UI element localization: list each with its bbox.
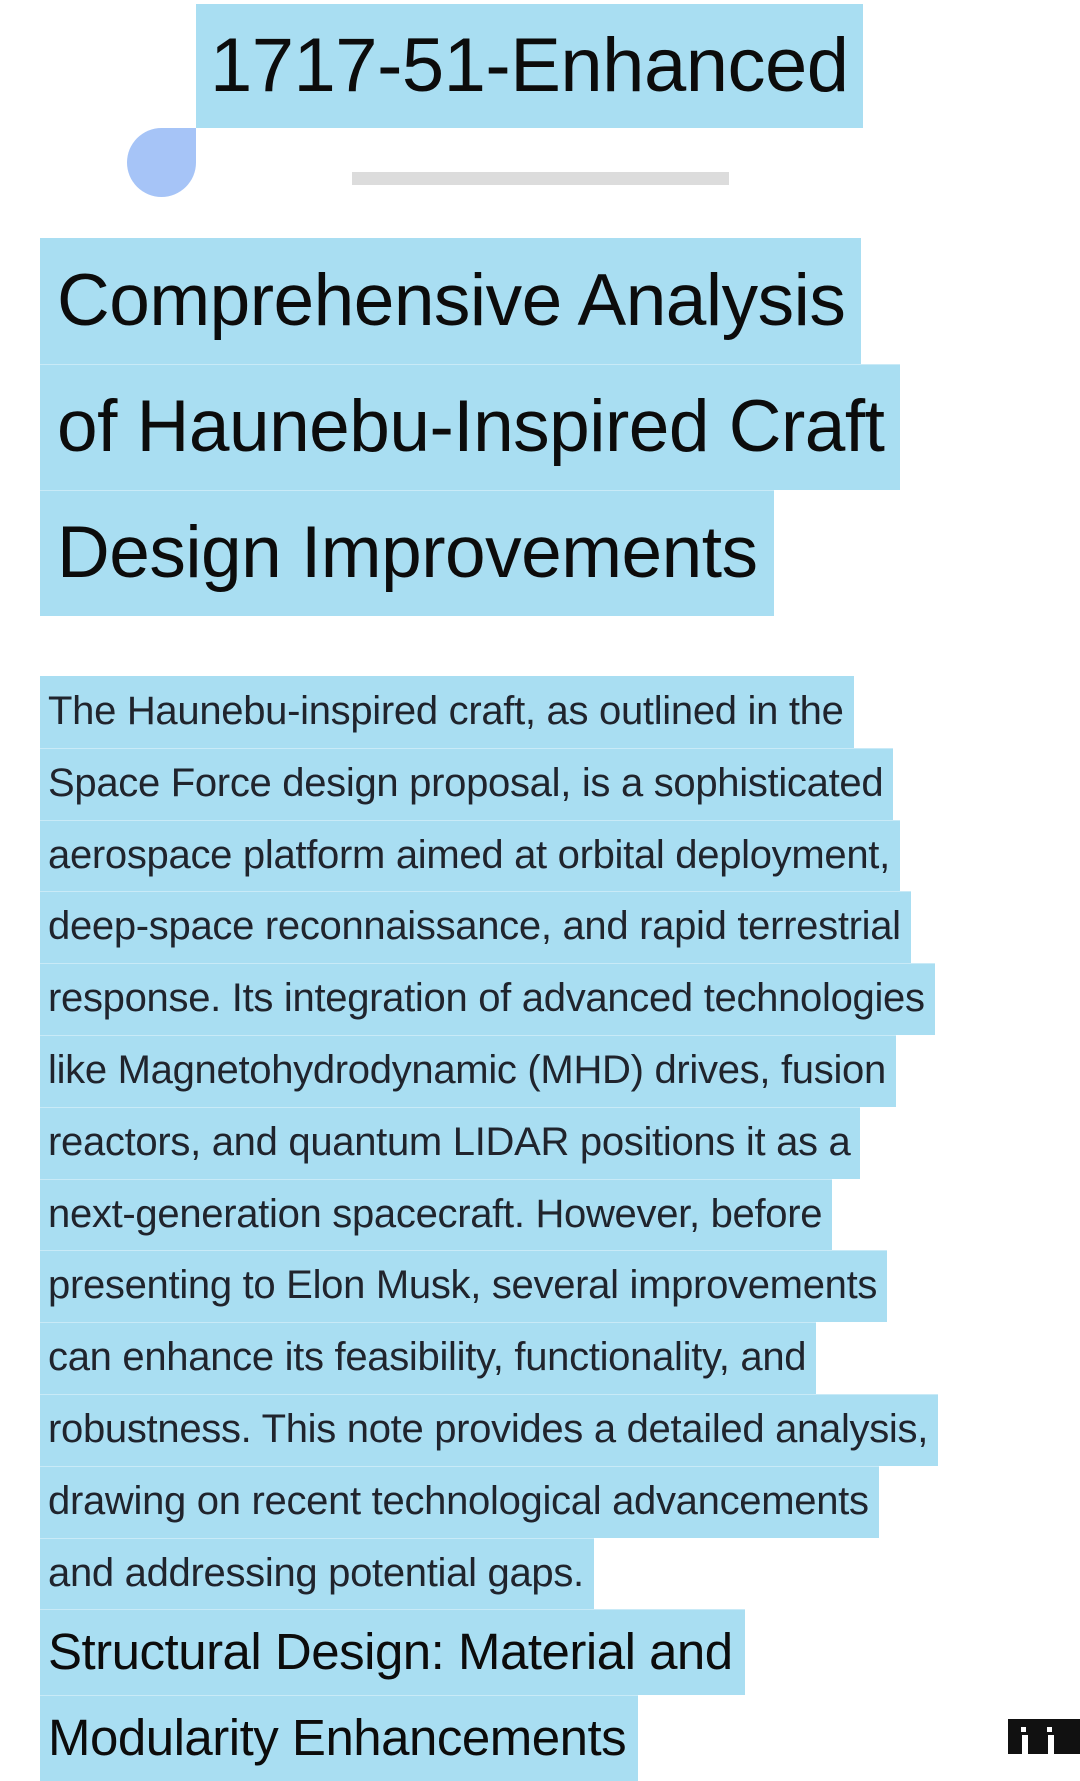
- paragraph-line: next-generation spacecraft. However, before: [40, 1179, 832, 1251]
- badge-glyph-bar: [1048, 1735, 1054, 1754]
- paragraph-line: reactors, and quantum LIDAR positions it as a: [40, 1107, 860, 1179]
- heading-line: Design Improvements: [40, 490, 774, 616]
- paragraph-line: like Magnetohydrodynamic (MHD) drives, fusion: [40, 1035, 896, 1107]
- subheading-line: Modularity Enhancements: [40, 1695, 638, 1781]
- paragraph-line: The Haunebu-inspired craft, as outlined in the: [40, 676, 854, 748]
- paragraph-line: presenting to Elon Musk, several improvements: [40, 1250, 887, 1322]
- badge-glyph-bar: [1022, 1735, 1028, 1754]
- paragraph-line: Space Force design proposal, is a sophisticated: [40, 748, 893, 820]
- accent-drop-shape: [127, 128, 196, 197]
- paragraph-line: drawing on recent technological advancements: [40, 1466, 879, 1538]
- badge-glyph-dot: [1047, 1727, 1052, 1732]
- body-paragraph: [40, 676, 938, 1609]
- corner-badge[interactable]: [1008, 1719, 1080, 1754]
- heading-line: Comprehensive Analysis: [40, 238, 861, 364]
- page-title: 1717-51-Enhanced: [196, 4, 863, 128]
- section-subheading: [40, 1609, 745, 1781]
- heading-line: of Haunebu-Inspired Craft: [40, 364, 900, 490]
- subheading-line: Structural Design: Material and: [40, 1609, 745, 1695]
- paragraph-line: robustness. This note provides a detailed analysis,: [40, 1394, 938, 1466]
- paragraph-line: response. Its integration of advanced technologies: [40, 963, 935, 1035]
- paragraph-line: and addressing potential gaps.: [40, 1538, 594, 1610]
- paragraph-line: can enhance its feasibility, functionality, and: [40, 1322, 816, 1394]
- divider-bar: [352, 172, 729, 185]
- paragraph-line: aerospace platform aimed at orbital deployment,: [40, 820, 900, 892]
- document-heading: [40, 238, 900, 616]
- badge-glyph-dot: [1021, 1727, 1026, 1732]
- paragraph-line: deep-space reconnaissance, and rapid terrestrial: [40, 891, 911, 963]
